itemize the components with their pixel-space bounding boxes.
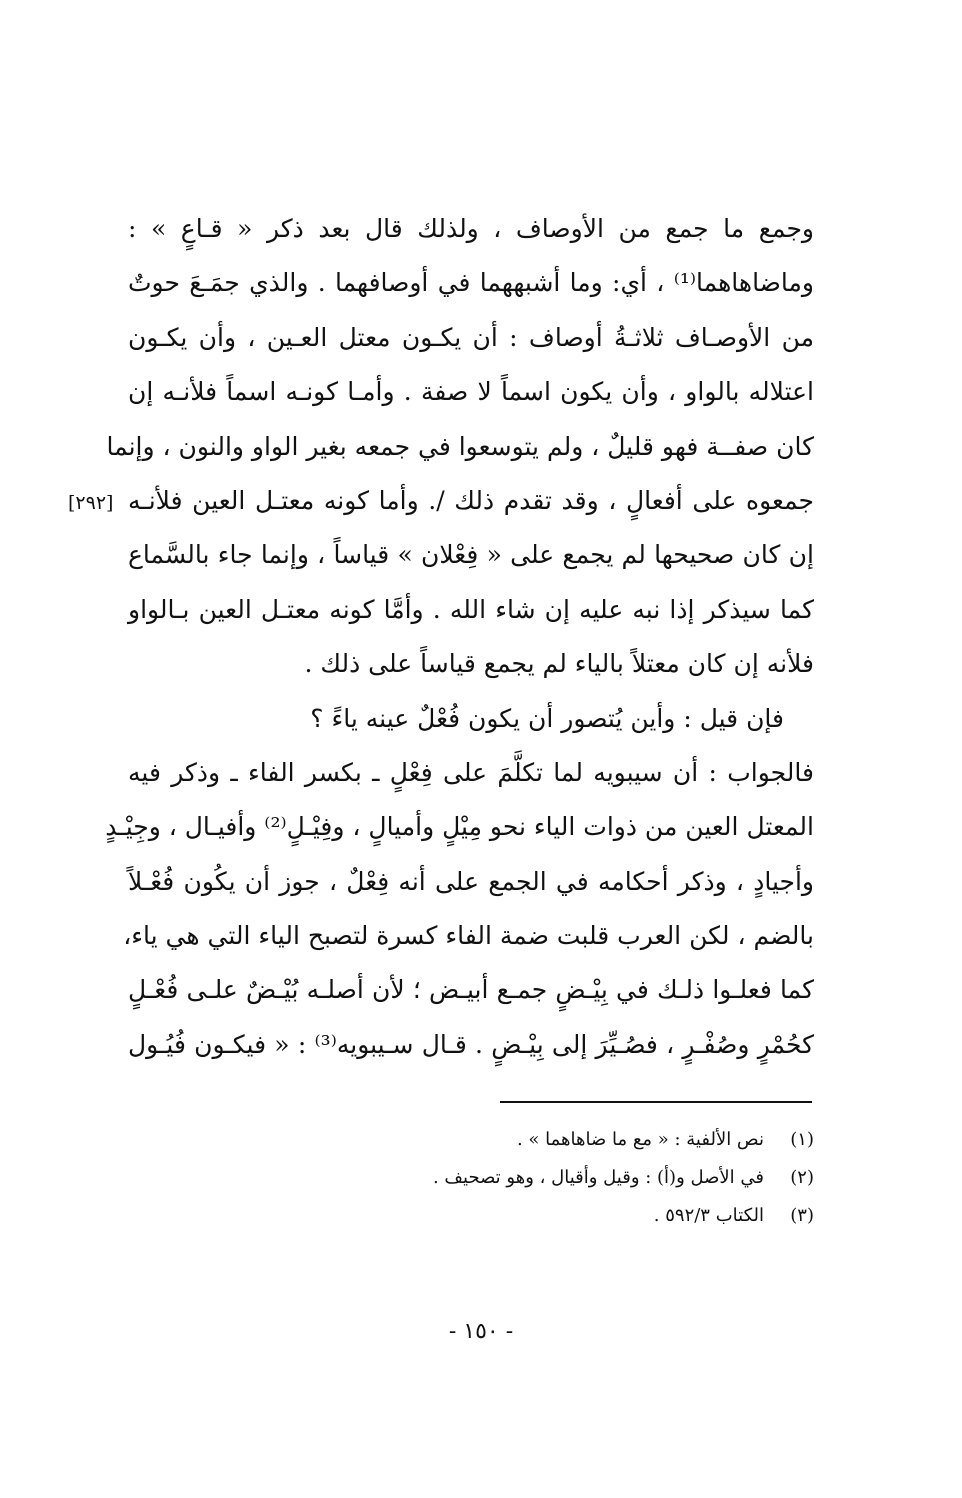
text-line: بالضم ، لكن العرب قلبت ضمة الفاء كسرة لتصبح الياء التي هي ياء، [123,921,814,951]
text-line: فالجواب : أن سيبويه لما تكلَّمَ على فِعْلٍ ـ بكسر الفاء ـ وذكر فيه [128,757,814,787]
text-line: من الأوصـاف ثلاثـةُ أوصاف : أن يكـون معتل العـين ، وأن يكـون [128,322,814,352]
text-line: كما فعلـوا ذلـك في بِيْـضٍ جمـع أبيـض ؛ لأن أصلـه بُيْـضٌ علـى فُعْـلٍ [128,975,814,1005]
text-line: جمعوه على أفعالٍ ، وقد تقدم ذلك /. وأما كونه معتـل العين فلأنـه [128,485,814,515]
text-line: وجمع ما جمع من الأوصاف ، ولذلك قال بعد ذكر « قـاعٍ » : [128,214,814,243]
footnote-text: نص الألفية : « مع ما ضاهاهما » . [516,1129,764,1150]
footnote [300,1159,814,1197]
footnote-text: الكتاب ٥٩٢/٣ . [653,1205,764,1226]
footnote-number: (٣) [790,1205,814,1226]
footnote-number: (١) [790,1129,814,1150]
margin-page-reference: [٢٩٢] [68,492,114,514]
text-line: المعتل العين من ذوات الياء نحو مِيْلٍ وأميالٍ ، وفِيْـلٍ⁽²⁾ وأفيـال ، وجِيْـدٍ [105,812,814,842]
page-number: - ١٥٠ - [448,1319,514,1344]
text-line: فإن قيل : وأين يُتصور أن يكون فُعْلٌ عينه ياءً ؟ [310,703,784,733]
footnote-separator [500,1101,812,1103]
text-line: كحُمْرٍ وصُفْـرٍ ، فصُـيِّرَ إلى بِيْـضٍ . قـال سـيبويه⁽³⁾ : « فيكـون فُيُـول [128,1029,815,1059]
text-line: فلأنه إن كان معتلاً بالياء لم يجمع قياساً على ذلك . [304,649,814,679]
text-line: كان صفــة فهو قليلٌ ، ولم يتوسعوا في جمعه بغير الواو والنون ، وإنما [106,431,814,461]
text-line: كما سيذكر إذا نبه عليه إن شاء الله . وأمَّا كونه معتـل العين بـالواو [128,594,814,624]
main-text [105,202,815,1072]
footnote-text: في الأصل و(أ) : وقيل وأقيال ، وهو تصحيف . [432,1167,764,1188]
footnotes [300,1121,814,1235]
footnote [300,1197,814,1235]
text-line: إن كان صحيحها لم يجمع على « فِعْلان » قياساً ، وإنما جاء بالسَّماع [128,540,814,570]
footnote-number: (٢) [790,1167,814,1188]
text-line: اعتلاله بالواو ، وأن يكون اسماً لا صفة . وأمـا كونـه اسماً فلأنـه إن [128,377,814,407]
footnote [300,1121,814,1159]
text-line: وماضاهاهما⁽¹⁾ ، أي: وما أشبههما في أوصافهما . والذي جمَـعَ حوتٌ [128,268,814,298]
text-line: وأجيادٍ ، وذكر أحكامه في الجمع على أنه فِعْلٌ ، جوز أن يكُون فُعْـلاً [128,866,814,896]
